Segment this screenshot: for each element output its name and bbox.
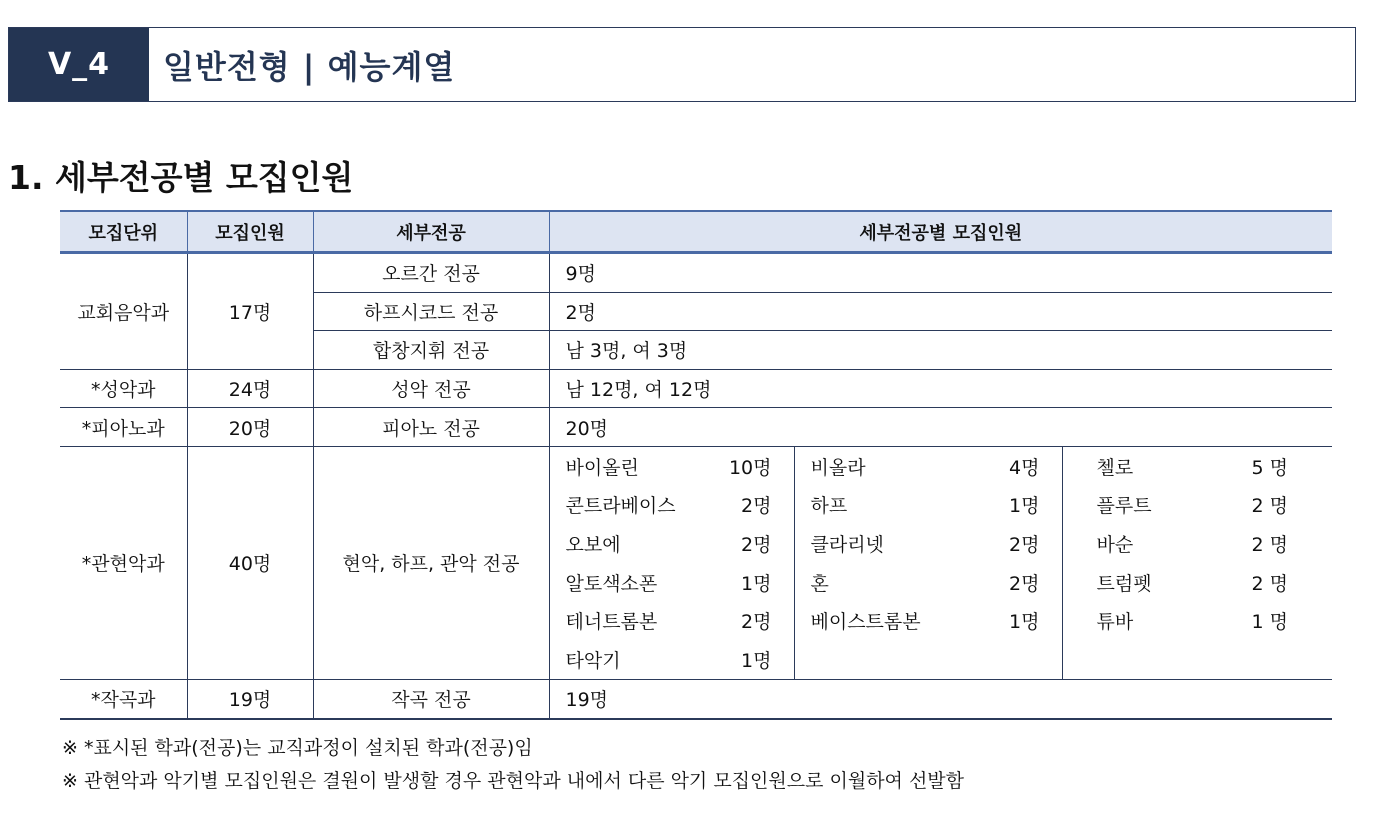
instrument-row	[795, 563, 1062, 602]
instrument-row	[795, 486, 1062, 525]
instrument-name: 첼로	[1096, 456, 1134, 479]
major-cell: 하프시코드 전공	[313, 292, 549, 331]
title-banner	[8, 27, 1356, 102]
instrument-count: 5 명	[1251, 456, 1288, 479]
table-row	[60, 369, 1332, 408]
instrument-row	[1063, 601, 1333, 640]
instrument-row	[1063, 563, 1333, 602]
count-cell: 20명	[187, 408, 313, 447]
section-title: 1. 세부전공별 모집인원	[8, 158, 354, 197]
count-cell: 19명	[187, 679, 313, 718]
header-unit: 모집단위	[60, 211, 187, 253]
major-count-cell: 남 3명, 여 3명	[549, 331, 1332, 370]
instrument-row	[550, 640, 794, 679]
instrument-name: 하프	[810, 495, 848, 518]
count-cell: 17명	[187, 253, 313, 370]
instrument-name: 바이올린	[565, 456, 639, 479]
major-cell: 성악 전공	[313, 369, 549, 408]
unit-cell: 교회음악과	[60, 253, 187, 370]
instrument-count: 10명	[728, 456, 772, 479]
major-cell: 피아노 전공	[313, 408, 549, 447]
table-header-row	[60, 211, 1332, 253]
instrument-row	[550, 447, 794, 486]
instrument-row	[550, 563, 794, 602]
instrument-count: 1명	[1009, 611, 1040, 634]
footnotes	[62, 732, 964, 798]
instrument-count: 1명	[741, 572, 772, 595]
section-code: V_4	[9, 28, 149, 101]
instrument-name: 테너트롬본	[565, 611, 658, 634]
header-major: 세부전공	[313, 211, 549, 253]
major-count-cell: 9명	[549, 253, 1332, 293]
table-row	[60, 679, 1332, 718]
unit-cell: *피아노과	[60, 408, 187, 447]
instrument-count: 2명	[741, 533, 772, 556]
major-cell: 현악, 하프, 관악 전공	[313, 446, 549, 679]
unit-cell: *관현악과	[60, 446, 187, 679]
instrument-count: 1명	[1009, 495, 1040, 518]
instrument-row	[795, 447, 1062, 486]
table-row	[60, 446, 1332, 679]
instrument-count: 1명	[741, 649, 772, 672]
instrument-column	[550, 447, 795, 679]
footnote: ※ *표시된 학과(전공)는 교직과정이 설치된 학과(전공)임	[62, 737, 533, 759]
instrument-name: 바순	[1096, 533, 1134, 556]
major-count-cell: 2명	[549, 292, 1332, 331]
instrument-name: 클라리넷	[810, 533, 884, 556]
instrument-name: 트럼펫	[1096, 572, 1152, 595]
recruitment-table	[60, 210, 1332, 720]
instrument-name: 콘트라베이스	[565, 495, 676, 518]
instrument-count: 1 명	[1251, 611, 1288, 634]
major-cell: 합창지휘 전공	[313, 331, 549, 370]
instrument-name: 타악기	[565, 649, 621, 672]
instrument-row	[1063, 447, 1333, 486]
instrument-name: 튜바	[1096, 611, 1134, 634]
instrument-row	[550, 524, 794, 563]
instrument-name: 알토색소폰	[565, 572, 658, 595]
instrument-count: 2명	[1009, 533, 1040, 556]
table-row	[60, 253, 1332, 293]
banner-title: 일반전형 | 예능계열	[163, 47, 456, 86]
instrument-name: 오보에	[565, 533, 621, 556]
instrument-count: 2명	[741, 611, 772, 634]
instrument-name: 베이스트롬본	[810, 611, 921, 634]
header-major-count: 세부전공별 모집인원	[549, 211, 1332, 253]
instrument-row	[550, 601, 794, 640]
instrument-count: 4명	[1009, 456, 1040, 479]
major-cell: 오르간 전공	[313, 253, 549, 293]
table-row	[60, 408, 1332, 447]
instrument-column	[1063, 447, 1333, 679]
instrument-row	[1063, 524, 1333, 563]
instrument-name: 비올라	[810, 456, 866, 479]
instrument-row	[795, 601, 1062, 640]
instrument-row	[795, 524, 1062, 563]
instrument-count: 2명	[741, 495, 772, 518]
instrument-row	[550, 486, 794, 525]
footnote: ※ 관현악과 악기별 모집인원은 결원이 발생할 경우 관현악과 내에서 다른 악기 모집인원으로 이월하여 선발함	[62, 770, 965, 792]
instrument-name: 혼	[810, 572, 829, 595]
instrument-count: 2 명	[1251, 533, 1288, 556]
count-cell: 40명	[187, 446, 313, 679]
instrument-count: 2 명	[1251, 495, 1288, 518]
header-count: 모집인원	[187, 211, 313, 253]
major-count-cell: 19명	[549, 679, 1332, 718]
count-cell: 24명	[187, 369, 313, 408]
major-count-cell: 20명	[549, 408, 1332, 447]
instrument-grid	[549, 446, 1332, 679]
instrument-count: 2명	[1009, 572, 1040, 595]
major-count-cell: 남 12명, 여 12명	[549, 369, 1332, 408]
instrument-name: 플루트	[1096, 495, 1152, 518]
unit-cell: *작곡과	[60, 679, 187, 718]
unit-cell: *성악과	[60, 369, 187, 408]
instrument-count: 2 명	[1251, 572, 1288, 595]
instrument-column	[795, 447, 1063, 679]
major-cell: 작곡 전공	[313, 679, 549, 718]
instrument-row	[1063, 486, 1333, 525]
